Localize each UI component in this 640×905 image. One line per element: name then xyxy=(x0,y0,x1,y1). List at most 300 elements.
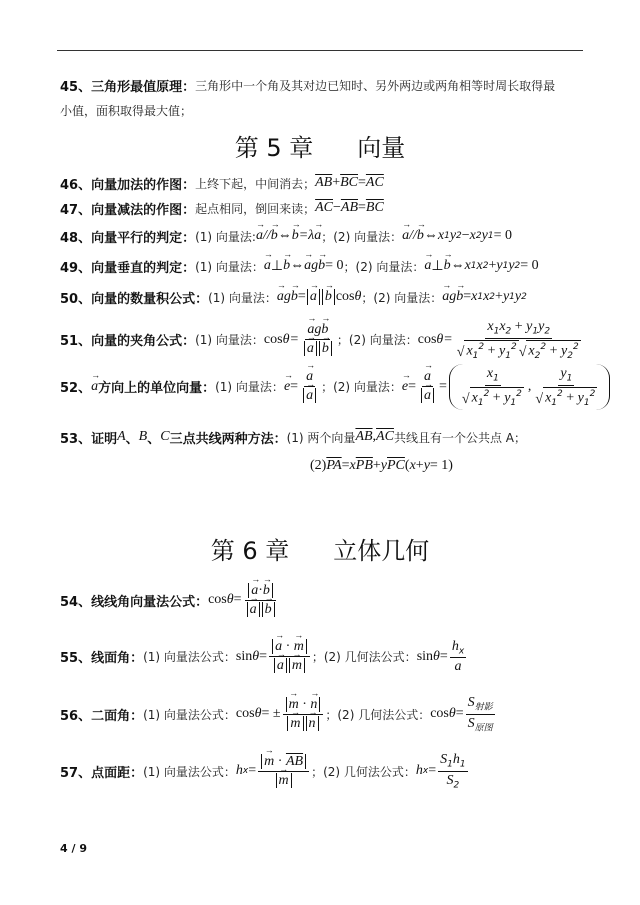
math-operator: = 1) xyxy=(429,458,453,473)
item-title: 47、向量减法的作图： xyxy=(60,202,196,218)
vector-overline: $\overline{AC}$ xyxy=(365,175,384,190)
math-operator: cos xyxy=(263,331,283,347)
absolute-value xyxy=(287,716,303,731)
absolute-value xyxy=(319,341,332,356)
item-title: 51、向量的夹角公式： xyxy=(60,334,196,350)
radicand xyxy=(543,387,597,408)
subscript: 1 xyxy=(505,350,511,361)
page-number: 4 / 9 xyxy=(60,842,87,855)
math-operator: ⇔ xyxy=(423,228,438,243)
math-operator: + xyxy=(372,458,381,473)
math-symbol: x xyxy=(466,342,473,358)
math-symbol: θ xyxy=(254,706,262,722)
subscript: 2 xyxy=(521,292,527,302)
math-operator: = xyxy=(408,378,417,394)
math-symbol: y xyxy=(423,458,430,473)
subscript: 2 xyxy=(505,326,512,337)
denominator xyxy=(418,387,437,404)
formula-row xyxy=(60,695,497,733)
denominator xyxy=(284,715,321,732)
math-symbol: θ xyxy=(226,592,234,607)
formula-row xyxy=(60,319,585,361)
subscript: 1 xyxy=(509,292,515,302)
math-symbol: θ= xyxy=(436,331,453,347)
math-operator: = xyxy=(358,200,366,215)
formula-row xyxy=(60,288,527,307)
absolute-value xyxy=(274,658,287,673)
math-symbol: S xyxy=(467,695,475,710)
vector-arrow: → b xyxy=(265,602,272,618)
item-title: 三点共线两种方法： xyxy=(169,431,287,447)
absolute-value xyxy=(322,289,335,305)
math-operator: = 0 xyxy=(493,228,512,243)
vector-arrow: → a xyxy=(307,322,314,338)
math-symbol: y xyxy=(561,342,568,358)
fraction xyxy=(300,369,319,404)
math-operator: = ± xyxy=(261,706,281,722)
formula-row xyxy=(60,752,470,790)
vector-overline: $\overline{PC}$ xyxy=(387,458,405,473)
math-operator: sin xyxy=(416,648,434,664)
math-operator: + xyxy=(488,258,497,273)
math-symbol: A xyxy=(117,429,126,444)
superscript: 2 xyxy=(589,388,596,399)
text: (1) 向量法公式： xyxy=(143,650,236,665)
math-operator: + xyxy=(415,458,424,473)
item-title: 57、点面距： xyxy=(60,765,144,781)
fraction xyxy=(418,369,437,404)
subscript: x xyxy=(458,646,465,657)
math-symbol: y xyxy=(502,289,510,304)
text: ；(2) 向量法： xyxy=(361,290,443,305)
vector-arrow: → b xyxy=(321,322,328,338)
math-operator: = xyxy=(248,763,257,779)
math-symbol: x xyxy=(409,458,416,473)
math-operator: = 0 xyxy=(325,258,344,273)
item-45-title: 45、三角形最值原理： xyxy=(60,80,196,95)
math-operator: ⇔ xyxy=(450,258,465,273)
text: (1) 向量法： xyxy=(208,290,277,305)
chapter-number: 第 5 章 xyxy=(234,134,314,162)
square-root xyxy=(462,387,524,408)
math-symbol: y xyxy=(538,319,545,334)
vector-arrow: → a xyxy=(424,369,431,385)
subscript: 2 xyxy=(453,780,460,791)
math-symbol: y xyxy=(526,319,533,334)
denominator xyxy=(444,772,461,791)
superscript: 2 xyxy=(483,388,490,399)
vector-arrow: → m xyxy=(264,754,274,770)
math-symbol: // xyxy=(409,228,417,243)
vector-arrow: → a xyxy=(402,228,409,244)
math-symbol: // xyxy=(262,228,271,243)
math-operator: − xyxy=(333,200,341,215)
vector-overline: $\overline{AC}$ xyxy=(376,429,394,444)
radical-sign: √ xyxy=(456,344,465,360)
fraction xyxy=(283,697,324,732)
superscript: 2 xyxy=(572,341,579,352)
math-symbol: h xyxy=(235,763,243,779)
math-operator: (2) xyxy=(310,458,327,473)
item-45-text: 三角形中一个角及其对边已知时、另外两边或两角相等时周长取得最 xyxy=(195,79,556,93)
math-symbol: y xyxy=(508,258,515,273)
denominator xyxy=(301,340,335,357)
text: ；(2) 向量法： xyxy=(321,380,402,395)
vector-arrow: → a xyxy=(424,388,431,404)
square-root xyxy=(519,340,581,361)
vector-overline: $\overline{PB}$ xyxy=(355,458,373,473)
vector-overline: $\overline{AB}$ xyxy=(340,200,359,215)
vector-arrow: → a xyxy=(251,583,258,599)
math-symbol: y xyxy=(514,289,522,304)
math-operator: = xyxy=(297,289,306,304)
vector-arrow: → b xyxy=(263,583,270,599)
radicand xyxy=(526,340,580,361)
formula-row xyxy=(60,364,612,410)
math-operator: = 0 xyxy=(520,258,539,273)
subscript: 1 xyxy=(493,373,499,384)
subscript: 1 xyxy=(551,397,558,408)
numerator xyxy=(438,752,467,772)
math-operator: − xyxy=(461,228,470,243)
numerator xyxy=(485,366,501,386)
math-symbol: x xyxy=(476,258,483,273)
math-symbol: y xyxy=(481,228,488,243)
vector-arrow: → a xyxy=(277,658,284,674)
item-title: 56、二面角： xyxy=(60,708,144,724)
formula-row xyxy=(60,257,539,276)
math-operator: = xyxy=(290,378,299,394)
math-symbol: y xyxy=(577,389,584,405)
subscript: 射影 xyxy=(474,702,493,713)
vector-arrow: → a xyxy=(306,388,313,404)
chapter-5-heading xyxy=(0,128,640,163)
superscript: 2 xyxy=(510,341,517,352)
math-symbol: h xyxy=(451,638,459,654)
text: (1) 向量法: xyxy=(195,229,256,244)
math-symbol: y xyxy=(504,389,511,405)
vector-arrow: → m xyxy=(279,773,289,789)
vector-arrow: → a xyxy=(91,379,98,395)
vector-arrow: → a xyxy=(424,258,431,274)
math-operator: · xyxy=(258,582,263,598)
math-operator: · xyxy=(298,696,311,712)
fraction xyxy=(244,583,278,618)
formula-row xyxy=(60,639,468,676)
subscript: 1 xyxy=(566,373,573,384)
item-title: 方向上的单位向量： xyxy=(98,381,216,397)
radicand xyxy=(464,340,518,361)
denominator xyxy=(460,386,526,408)
subscript: 1 xyxy=(447,759,453,770)
subscript: 2 xyxy=(482,261,489,271)
superscript: 2 xyxy=(557,388,563,399)
absolute-value xyxy=(289,658,305,673)
item-title: 48、向量平行的判定： xyxy=(60,230,196,246)
denominator xyxy=(452,658,463,675)
vector-overline: $\overline{BC}$ xyxy=(340,175,359,190)
math-symbol: x xyxy=(545,389,552,405)
item-title: 53、证明 xyxy=(60,431,118,447)
math-symbol: x xyxy=(469,228,476,243)
vector-overline: $\overline{AB}$ xyxy=(285,753,304,769)
fraction xyxy=(301,322,335,357)
math-operator: · xyxy=(282,639,294,655)
math-operator: ⇔ xyxy=(290,258,305,273)
absolute-value xyxy=(304,341,317,356)
item-title: 55、线面角： xyxy=(60,651,144,667)
math-symbol: θ= xyxy=(282,331,299,347)
absolute-value xyxy=(262,602,275,617)
vector-arrow: → b xyxy=(318,258,325,274)
math-operator: + xyxy=(546,342,561,358)
math-symbol: y xyxy=(380,458,387,473)
subscript: 1 xyxy=(502,261,509,271)
subscript: 1 xyxy=(583,397,590,408)
text: (1) 向量法： xyxy=(215,380,284,395)
math-operator: = xyxy=(358,175,366,190)
vector-arrow: → a xyxy=(264,258,271,274)
vector-arrow: → a xyxy=(256,228,263,244)
vector-overline: $\overline{AC}$ xyxy=(315,200,333,215)
item-45 xyxy=(60,76,555,95)
vector-overline: $\overline{AB}$ xyxy=(355,429,373,444)
math-operator: ⇔ xyxy=(277,228,292,243)
math-symbol: y xyxy=(560,366,567,381)
absolute-value xyxy=(276,773,292,788)
math-symbol: x xyxy=(437,228,445,243)
absolute-value xyxy=(306,716,319,731)
text: (1) 向量法： xyxy=(195,259,264,274)
text: ；(2) 向量法： xyxy=(321,229,403,244)
vector-arrow: → b xyxy=(283,258,290,274)
vector-arrow: → b xyxy=(325,289,332,305)
subscript: 2 xyxy=(544,326,551,337)
chapter-title: 立体几何 xyxy=(333,537,430,565)
fraction xyxy=(466,695,495,733)
formula-row xyxy=(60,428,526,447)
absolute-value xyxy=(421,388,434,403)
math-operator: , xyxy=(527,378,532,394)
math-symbol: S xyxy=(440,752,448,767)
math-symbol: θ xyxy=(354,289,362,304)
vector-arrow: → b xyxy=(444,258,451,274)
math-symbol: x xyxy=(528,342,535,358)
subscript: 1 xyxy=(470,261,477,271)
formula-row xyxy=(60,583,280,618)
subscript: 1 xyxy=(487,231,494,241)
math-operator: cos xyxy=(235,706,255,722)
subscript: 1 xyxy=(532,326,539,337)
subscript: 2 xyxy=(489,292,496,302)
text: (1) 向量法： xyxy=(195,333,264,348)
math-symbol: a xyxy=(454,659,462,675)
superscript: 2 xyxy=(540,341,547,352)
math-symbol: x xyxy=(464,258,471,273)
math-operator: ⊥ xyxy=(270,258,284,274)
text: 起点相同，倒回来读； xyxy=(195,201,316,216)
vector-overline: $\overline{BC}$ xyxy=(365,200,384,215)
numerator xyxy=(269,639,310,657)
fraction xyxy=(450,639,466,676)
square-root xyxy=(535,387,597,408)
item-title: 、 xyxy=(125,431,139,447)
subscript: 1 xyxy=(510,397,517,408)
subscript: 2 xyxy=(567,350,573,361)
vector-arrow: → m xyxy=(294,639,304,655)
math-symbol: y xyxy=(496,258,503,273)
item-number: 52、 xyxy=(60,381,92,397)
text: (1) 向量法公式： xyxy=(143,707,236,722)
subscript: 1 xyxy=(459,759,466,770)
subscript: 1 xyxy=(477,292,484,302)
chapter-number: 第 6 章 xyxy=(210,537,290,565)
vector-arrow: → m xyxy=(290,716,300,732)
absolute-value xyxy=(247,602,260,617)
denominator xyxy=(271,657,308,674)
math-operator: + xyxy=(511,319,527,334)
math-symbol: x xyxy=(487,319,494,334)
vector-arrow: → a xyxy=(275,639,282,655)
math-operator: = xyxy=(455,706,464,722)
math-operator: , xyxy=(372,429,377,444)
text: (1) 两个向量 xyxy=(286,430,356,445)
text: ；(2) 几何法公式： xyxy=(311,764,416,779)
fraction xyxy=(258,754,309,789)
chapter-title: 向量 xyxy=(357,134,406,162)
denominator xyxy=(273,772,295,789)
numerator xyxy=(485,319,552,339)
math-symbol: =λ xyxy=(298,228,315,243)
header-rule xyxy=(57,50,583,51)
vector-arrow: → m xyxy=(292,658,302,674)
text: ；(2) 向量法： xyxy=(343,259,425,274)
math-operator: = xyxy=(439,378,447,394)
math-symbol: θ xyxy=(433,648,440,664)
subscript: 2 xyxy=(475,231,482,241)
math-operator: = xyxy=(259,648,268,664)
vector-arrow: → n xyxy=(310,697,317,713)
item-title: 50、向量的数量积公式： xyxy=(60,291,209,307)
vector-arrow: → a xyxy=(250,602,257,618)
text: ；(2) 几何法公式： xyxy=(325,707,431,722)
vector-arrow: → b xyxy=(292,228,299,244)
vector-arrow: → a xyxy=(310,289,317,305)
math-operator: cos xyxy=(417,331,437,347)
math-symbol: x xyxy=(471,289,478,304)
math-symbol: S xyxy=(446,772,454,788)
math-operator: = xyxy=(233,592,242,607)
chapter-6-heading xyxy=(0,531,640,566)
math-symbol: C xyxy=(160,429,170,444)
item-45-text-2: 小值，面积取得最大值； xyxy=(60,104,193,118)
math-symbol: x xyxy=(499,319,506,334)
subscript: 1 xyxy=(444,231,450,241)
absolute-value xyxy=(307,289,320,305)
fraction xyxy=(460,366,526,408)
numerator xyxy=(450,639,466,659)
math-operator: = xyxy=(341,458,350,473)
vector-arrow: → n xyxy=(309,716,316,732)
vector-overline: $\overline{AB}$ xyxy=(315,175,333,190)
math-symbol: g xyxy=(311,258,319,273)
math-operator: sin xyxy=(235,648,253,664)
formula-row xyxy=(310,458,453,474)
item-title: 49、向量垂直的判定： xyxy=(60,260,196,276)
math-symbol: θ xyxy=(448,706,456,722)
formula-row xyxy=(60,199,384,218)
radical-sign: √ xyxy=(535,391,544,407)
math-operator: ⊥ xyxy=(431,258,444,274)
math-operator: + xyxy=(562,389,578,405)
math-symbol: S xyxy=(467,715,475,731)
text: 共线且有一个公共点 A； xyxy=(393,430,526,445)
item-title: 、 xyxy=(147,431,161,447)
math-symbol: x xyxy=(471,389,478,405)
subscript: 1 xyxy=(493,326,500,337)
math-operator: = xyxy=(439,648,448,664)
math-operator: + xyxy=(332,175,341,190)
text: (1) 向量法公式： xyxy=(143,764,236,779)
math-operator: · xyxy=(274,753,286,769)
math-operator: ( xyxy=(404,458,410,473)
math-operator: + xyxy=(495,289,503,304)
math-symbol: y xyxy=(499,342,506,358)
vector-arrow: → e xyxy=(284,379,290,395)
math-operator: cos xyxy=(430,706,449,722)
math-symbol: h xyxy=(415,763,423,779)
denominator xyxy=(466,715,495,734)
vector-arrow: → b xyxy=(271,228,278,244)
subscript: x xyxy=(422,766,429,777)
subscript: 1 xyxy=(472,350,479,361)
formula-row xyxy=(60,174,384,193)
subscript: 1 xyxy=(477,397,484,408)
fraction xyxy=(269,639,310,674)
vector-arrow: → e xyxy=(402,379,408,395)
vector-arrow: → a xyxy=(307,341,314,357)
square-root xyxy=(457,340,519,361)
math-operator: cos xyxy=(335,289,355,304)
text: ；(2) 几何法公式： xyxy=(311,650,417,665)
parentheses xyxy=(449,364,610,410)
math-symbol: g xyxy=(449,289,457,304)
subscript: 2 xyxy=(534,350,541,361)
subscript: 原图 xyxy=(474,723,493,734)
vector-arrow: → a xyxy=(277,289,284,305)
text: 上终下起，中间消去； xyxy=(195,176,316,191)
vector-arrow: → a xyxy=(304,258,311,274)
denominator xyxy=(455,339,583,361)
denominator xyxy=(300,387,319,404)
superscript: 2 xyxy=(478,341,485,352)
numerator xyxy=(558,366,574,386)
vector-arrow: → b xyxy=(291,289,298,305)
math-symbol: x xyxy=(349,458,356,473)
formula-row xyxy=(60,227,512,246)
fraction xyxy=(455,319,583,361)
math-operator: = xyxy=(463,289,472,304)
denominator xyxy=(533,386,599,408)
numerator xyxy=(466,695,495,715)
item-title: 46、向量加法的作图： xyxy=(60,177,196,193)
item-title: 54、线线角向量法公式： xyxy=(60,594,209,610)
math-operator: = xyxy=(428,763,437,779)
fraction xyxy=(533,366,599,408)
vector-arrow: → b xyxy=(322,341,329,357)
math-operator: + xyxy=(484,342,500,358)
radical-sign: √ xyxy=(461,391,470,407)
